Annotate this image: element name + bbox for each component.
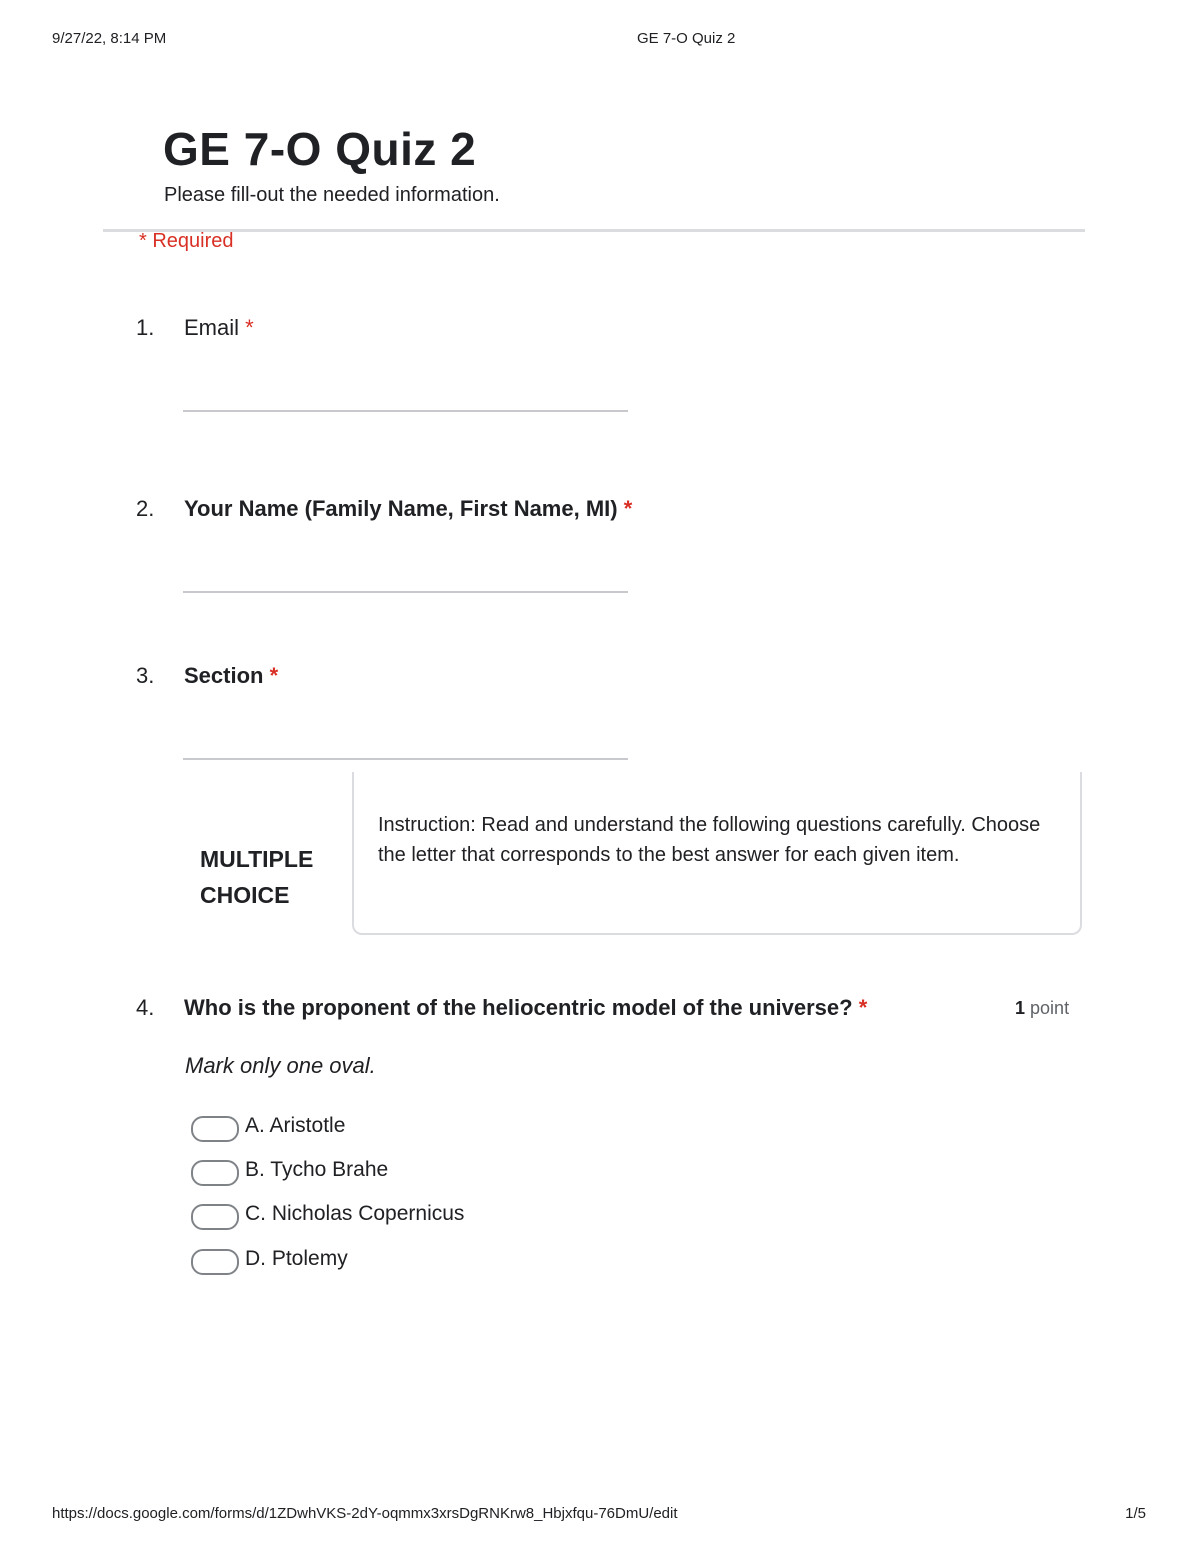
print-url: https://docs.google.com/forms/d/1ZDwhVKS-2dY-oqmmx3xrsDgRNKrw8_Hbjxfqu-76DmU/edit — [52, 1505, 678, 1522]
question-1-label: Email — [184, 315, 240, 340]
question-4-label: Who is the proponent of the heliocentric model of the universe? — [184, 995, 853, 1020]
option-label: B. Tycho Brahe — [245, 1158, 389, 1181]
question-1-number: 1. — [136, 315, 155, 340]
name-field[interactable] — [183, 591, 628, 593]
question-4-number: 4. — [136, 995, 155, 1020]
radio-oval-icon[interactable] — [191, 1160, 239, 1186]
question-2-label: Your Name (Family Name, First Name, MI) — [184, 496, 618, 521]
section-label: MULTIPLE CHOICE — [200, 846, 314, 908]
points-badge — [1015, 998, 1069, 1019]
required-asterisk: * — [245, 315, 254, 340]
section-instruction-box — [352, 772, 1082, 935]
question-3-title — [184, 663, 278, 689]
points-value: 1 — [1015, 998, 1026, 1018]
question-3-label: Section — [184, 663, 264, 688]
question-2-title — [184, 496, 632, 522]
header-divider — [103, 229, 1085, 232]
radio-oval-icon[interactable] — [191, 1204, 239, 1230]
question-2-number: 2. — [136, 496, 155, 521]
option-label: C. Nicholas Copernicus — [245, 1202, 465, 1225]
radio-oval-icon[interactable] — [191, 1116, 239, 1142]
question-hint: Mark only one oval. — [185, 1053, 376, 1078]
form-title: GE 7-O Quiz 2 — [163, 123, 477, 175]
question-3-number: 3. — [136, 663, 155, 688]
print-datetime: 9/27/22, 8:14 PM — [52, 30, 167, 47]
required-asterisk: * — [623, 496, 633, 521]
print-page-number: 1/5 — [1125, 1505, 1146, 1522]
required-asterisk: * — [858, 995, 868, 1020]
email-field[interactable] — [183, 410, 628, 412]
question-1-title — [184, 315, 254, 341]
points-unit: point — [1030, 998, 1070, 1018]
option-label: A. Aristotle — [245, 1114, 346, 1137]
radio-oval-icon[interactable] — [191, 1249, 239, 1275]
required-asterisk: * — [269, 663, 279, 688]
option-label: D. Ptolemy — [245, 1247, 348, 1270]
print-footer — [52, 1505, 1148, 1525]
print-doc-title: GE 7-O Quiz 2 — [637, 30, 736, 47]
required-note: * Required — [139, 230, 234, 252]
section-field[interactable] — [183, 758, 628, 760]
form-description: Please fill-out the needed information. — [164, 184, 500, 206]
question-4-title — [184, 995, 867, 1021]
print-header — [52, 30, 1148, 50]
section-instruction: Instruction: Read and understand the following questions carefully. Choose the letter that corresponds to the best answer for each given item. — [378, 814, 1041, 866]
